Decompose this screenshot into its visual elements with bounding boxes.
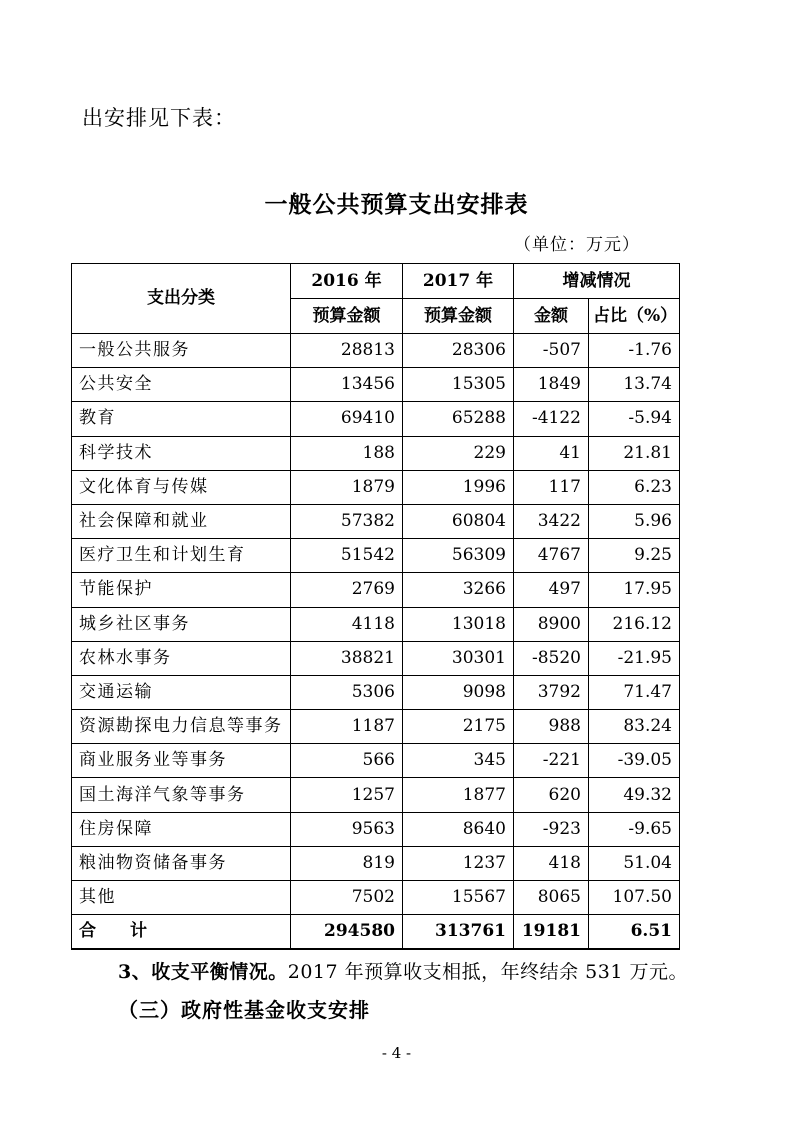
row-budget-2016: 9563 bbox=[291, 812, 403, 846]
total-change-percent: 6.51 bbox=[589, 915, 680, 950]
row-budget-2016: 13456 bbox=[291, 368, 403, 402]
row-budget-2017: 2175 bbox=[403, 710, 514, 744]
row-change-amount: 3422 bbox=[514, 504, 589, 538]
table-row bbox=[72, 470, 680, 504]
row-change-amount: 497 bbox=[514, 573, 589, 607]
row-budget-2017: 60804 bbox=[403, 504, 514, 538]
row-category: 商业服务业等事务 bbox=[72, 744, 291, 778]
total-label: 合 计 bbox=[72, 915, 291, 950]
row-change-percent: -1.76 bbox=[589, 334, 680, 368]
row-budget-2016: 4118 bbox=[291, 607, 403, 641]
row-change-percent: -5.94 bbox=[589, 402, 680, 436]
row-category: 城乡社区事务 bbox=[72, 607, 291, 641]
row-budget-2017: 15305 bbox=[403, 368, 514, 402]
row-budget-2016: 69410 bbox=[291, 402, 403, 436]
table-row bbox=[72, 436, 680, 470]
row-change-percent: 13.74 bbox=[589, 368, 680, 402]
row-category: 社会保障和就业 bbox=[72, 504, 291, 538]
balance-text: 2017 年预算收支相抵，年终结余 531 万元。 bbox=[287, 961, 688, 983]
row-change-amount: 620 bbox=[514, 778, 589, 812]
row-change-amount: -221 bbox=[514, 744, 589, 778]
row-budget-2017: 3266 bbox=[403, 573, 514, 607]
row-change-amount: -4122 bbox=[514, 402, 589, 436]
row-change-amount: -8520 bbox=[514, 641, 589, 675]
row-category: 科学技术 bbox=[72, 436, 291, 470]
row-category: 粮油物资储备事务 bbox=[72, 846, 291, 880]
header-2017-budget: 预算金额 bbox=[403, 299, 514, 334]
table-row bbox=[72, 539, 680, 573]
row-budget-2017: 1237 bbox=[403, 846, 514, 880]
total-budget-2016: 294580 bbox=[291, 915, 403, 950]
table-row bbox=[72, 675, 680, 709]
row-budget-2017: 1877 bbox=[403, 778, 514, 812]
row-change-amount: -923 bbox=[514, 812, 589, 846]
row-change-percent: -39.05 bbox=[589, 744, 680, 778]
table-row bbox=[72, 846, 680, 880]
row-budget-2017: 8640 bbox=[403, 812, 514, 846]
table-row bbox=[72, 504, 680, 538]
header-category: 支出分类 bbox=[72, 264, 291, 334]
row-budget-2017: 15567 bbox=[403, 881, 514, 915]
header-2016-budget: 预算金额 bbox=[291, 299, 403, 334]
row-change-amount: 4767 bbox=[514, 539, 589, 573]
row-change-percent: -9.65 bbox=[589, 812, 680, 846]
row-change-amount: 418 bbox=[514, 846, 589, 880]
table-row bbox=[72, 402, 680, 436]
table-row bbox=[72, 368, 680, 402]
row-budget-2017: 229 bbox=[403, 436, 514, 470]
row-budget-2016: 5306 bbox=[291, 675, 403, 709]
unit-note: （单位：万元） bbox=[514, 235, 640, 255]
row-category: 节能保护 bbox=[72, 573, 291, 607]
header-change: 增减情况 bbox=[514, 264, 680, 299]
row-budget-2017: 1996 bbox=[403, 470, 514, 504]
header-amount: 金额 bbox=[514, 299, 589, 334]
total-change-amount: 19181 bbox=[514, 915, 589, 950]
row-budget-2017: 28306 bbox=[403, 334, 514, 368]
row-budget-2016: 28813 bbox=[291, 334, 403, 368]
table-row bbox=[72, 334, 680, 368]
row-category: 资源勘探电力信息等事务 bbox=[72, 710, 291, 744]
row-change-percent: 5.96 bbox=[589, 504, 680, 538]
row-category: 国土海洋气象等事务 bbox=[72, 778, 291, 812]
header-2017-year: 2017 年 bbox=[403, 264, 514, 299]
row-category: 公共安全 bbox=[72, 368, 291, 402]
balance-paragraph bbox=[118, 957, 688, 984]
row-budget-2016: 51542 bbox=[291, 539, 403, 573]
balance-heading: 3、收支平衡情况。 bbox=[118, 961, 288, 983]
budget-table bbox=[71, 263, 680, 950]
intro-text: 出安排见下表： bbox=[82, 106, 236, 130]
page-number: - 4 - bbox=[381, 1044, 412, 1062]
row-change-percent: 107.50 bbox=[589, 881, 680, 915]
row-budget-2017: 56309 bbox=[403, 539, 514, 573]
section-heading: （三）政府性基金收支安排 bbox=[118, 998, 370, 1022]
row-budget-2016: 2769 bbox=[291, 573, 403, 607]
table-row bbox=[72, 607, 680, 641]
row-category: 其他 bbox=[72, 881, 291, 915]
total-budget-2017: 313761 bbox=[403, 915, 514, 950]
row-budget-2016: 1257 bbox=[291, 778, 403, 812]
row-change-percent: 21.81 bbox=[589, 436, 680, 470]
row-budget-2017: 65288 bbox=[403, 402, 514, 436]
row-budget-2016: 38821 bbox=[291, 641, 403, 675]
row-category: 医疗卫生和计划生育 bbox=[72, 539, 291, 573]
table-row bbox=[72, 812, 680, 846]
row-change-amount: 8065 bbox=[514, 881, 589, 915]
table-row bbox=[72, 641, 680, 675]
row-budget-2016: 1187 bbox=[291, 710, 403, 744]
row-change-amount: 117 bbox=[514, 470, 589, 504]
row-change-percent: 49.32 bbox=[589, 778, 680, 812]
row-budget-2017: 345 bbox=[403, 744, 514, 778]
row-budget-2017: 13018 bbox=[403, 607, 514, 641]
row-category: 教育 bbox=[72, 402, 291, 436]
row-budget-2016: 7502 bbox=[291, 881, 403, 915]
row-budget-2017: 9098 bbox=[403, 675, 514, 709]
row-change-percent: 51.04 bbox=[589, 846, 680, 880]
row-budget-2016: 819 bbox=[291, 846, 403, 880]
row-change-amount: 41 bbox=[514, 436, 589, 470]
row-category: 一般公共服务 bbox=[72, 334, 291, 368]
row-change-percent: -21.95 bbox=[589, 641, 680, 675]
row-change-percent: 71.47 bbox=[589, 675, 680, 709]
row-budget-2016: 1879 bbox=[291, 470, 403, 504]
row-budget-2016: 566 bbox=[291, 744, 403, 778]
row-change-amount: 1849 bbox=[514, 368, 589, 402]
row-category: 文化体育与传媒 bbox=[72, 470, 291, 504]
row-change-percent: 216.12 bbox=[589, 607, 680, 641]
table-row bbox=[72, 778, 680, 812]
header-percent: 占比（%） bbox=[589, 299, 680, 334]
row-change-percent: 9.25 bbox=[589, 539, 680, 573]
row-change-percent: 17.95 bbox=[589, 573, 680, 607]
header-2016-year: 2016 年 bbox=[291, 264, 403, 299]
table-row bbox=[72, 881, 680, 915]
row-change-amount: 8900 bbox=[514, 607, 589, 641]
row-category: 交通运输 bbox=[72, 675, 291, 709]
row-change-amount: 988 bbox=[514, 710, 589, 744]
row-budget-2016: 188 bbox=[291, 436, 403, 470]
row-change-amount: -507 bbox=[514, 334, 589, 368]
table-title: 一般公共预算支出安排表 bbox=[264, 191, 529, 218]
row-budget-2017: 30301 bbox=[403, 641, 514, 675]
table-row bbox=[72, 710, 680, 744]
row-change-amount: 3792 bbox=[514, 675, 589, 709]
row-change-percent: 83.24 bbox=[589, 710, 680, 744]
row-category: 农林水事务 bbox=[72, 641, 291, 675]
table-row bbox=[72, 573, 680, 607]
row-budget-2016: 57382 bbox=[291, 504, 403, 538]
row-change-percent: 6.23 bbox=[589, 470, 680, 504]
row-category: 住房保障 bbox=[72, 812, 291, 846]
table-row bbox=[72, 744, 680, 778]
total-row bbox=[72, 915, 680, 950]
